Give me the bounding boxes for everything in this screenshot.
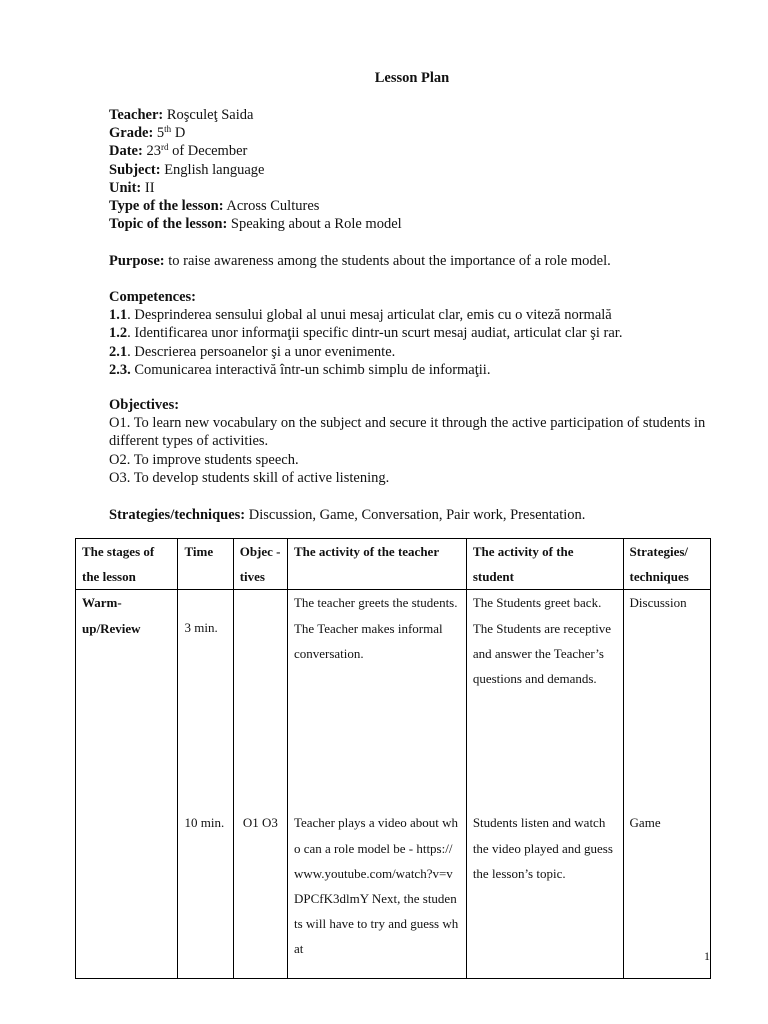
stage-name: Warm-up/Review: [82, 595, 141, 636]
teacher-activity-text: Teacher plays a video about who can a role model be - https://www.youtube.com/watch?v=vDPCfK3dlmY Next, the students will have to try and guess what: [293, 815, 459, 957]
table-header-row: [76, 539, 711, 590]
grade-line: Grade: 5th D: [109, 124, 186, 142]
objective-item: O1. To learn new vocabulary on the subject and secure it through the active participation of students in different types of activities.: [109, 415, 706, 450]
competences-section: [109, 288, 719, 379]
strategies-label: Strategies/techniques:: [109, 507, 246, 523]
header-objectives: Objec -tives: [233, 539, 287, 590]
teacher-value: Roşculeţ Saida: [166, 107, 254, 123]
strategies-section: [109, 506, 719, 524]
table-row: [76, 590, 711, 979]
competence-item: 1.2. Identificarea unor informaţii specific dintr-un scurt mesaj audiat, articulat clar şi rar.: [109, 325, 623, 342]
header-strategies: Strategies/ techniques: [623, 539, 710, 590]
header-student-activity: The activity of the student: [466, 539, 623, 590]
student-activity-text: The Students greet back. The Students are receptive and answer the Teacher’s questions and demands.: [472, 595, 612, 687]
objectives-section: [109, 396, 719, 487]
competence-item: 2.3. Comunicarea interactivă într-un schimb simplu de informaţii.: [109, 361, 491, 378]
student-activity-text: Students listen and watch the video played and guess the lesson’s topic.: [472, 815, 613, 881]
topic-line: Topic of the lesson: Speaking about a Role model: [109, 216, 402, 233]
page-title: Lesson Plan: [374, 70, 450, 86]
student-activity-cell: [466, 590, 623, 979]
objective-item: O3. To develop students skill of active listening.: [109, 469, 390, 486]
purpose-section: [109, 252, 719, 270]
unit-line: Unit: II: [109, 179, 155, 196]
strategy-value: Game: [629, 815, 661, 831]
time-value: 10 min.: [184, 815, 225, 831]
purpose-text: to raise awareness among the students about the importance of a role model.: [168, 253, 611, 269]
strategies-text: Discussion, Game, Conversation, Pair work, Presentation.: [248, 507, 586, 523]
type-line: Type of the lesson: Across Cultures: [109, 198, 320, 215]
page-number: 1: [704, 949, 710, 963]
competences-label: Competences:: [109, 289, 196, 305]
stage-cell: [76, 590, 178, 979]
objectives-value: O1 O3: [242, 815, 278, 831]
time-cell: [178, 590, 233, 979]
objective-item: O2. To improve students speech.: [109, 451, 299, 468]
teacher-activity-text: The teacher greets the students. The Teacher makes informal conversation.: [293, 595, 458, 661]
header-stages: The stages of the lesson: [76, 539, 178, 590]
header-time: Time: [178, 539, 233, 590]
lesson-table: [75, 538, 711, 979]
objectives-cell: [233, 590, 287, 979]
teacher-activity-cell: [287, 590, 466, 979]
time-value: 3 min.: [184, 620, 218, 636]
competence-item: 2.1. Descrierea persoanelor şi a unor evenimente.: [109, 343, 396, 360]
objectives-label: Objectives:: [109, 397, 180, 413]
lesson-meta: [109, 106, 402, 233]
header-teacher-activity: The activity of the teacher: [287, 539, 466, 590]
strategy-value: Discussion: [629, 595, 687, 611]
subject-line: Subject: English language: [109, 161, 265, 178]
date-line: Date: 23rd of December: [109, 142, 248, 160]
teacher-line: Teacher: Roşculeţ Saida: [109, 107, 254, 123]
purpose-label: Purpose:: [109, 253, 165, 269]
competence-item: 1.1. Desprinderea sensului global al unui mesaj articulat clar, emis cu o viteză normală: [109, 307, 612, 324]
strategy-cell: [623, 590, 710, 979]
